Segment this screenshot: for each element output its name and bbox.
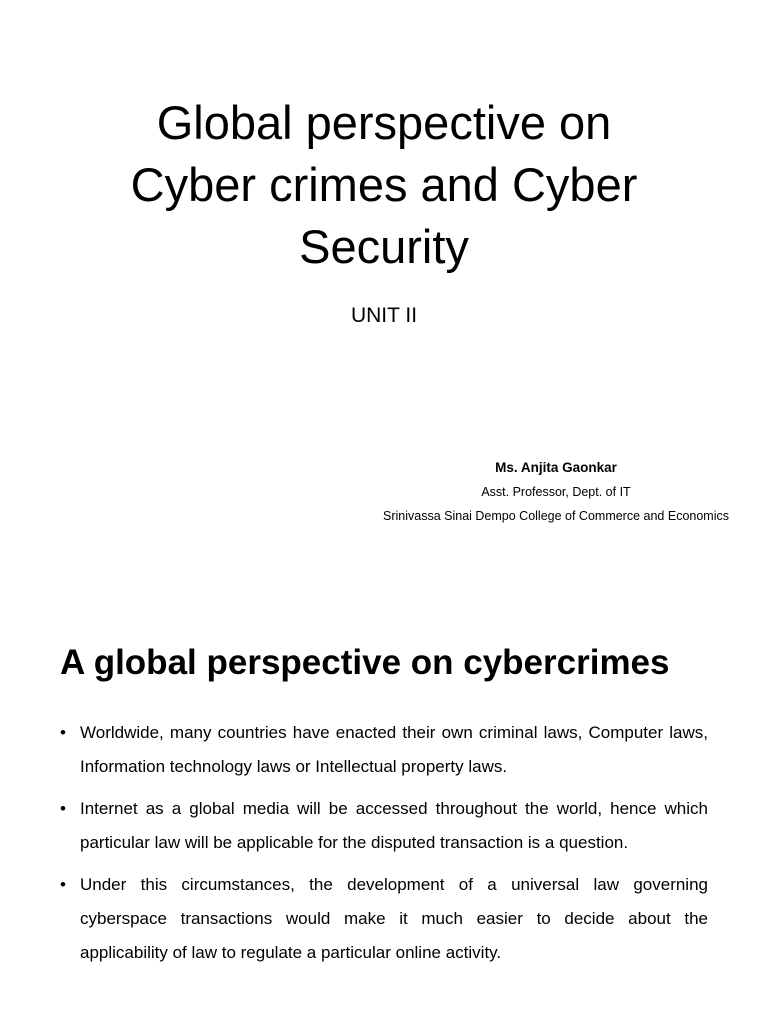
bullet-text: Worldwide, many countries have enacted their own criminal laws, Computer laws, Information technology laws or Intellectual property laws.: [80, 723, 708, 776]
bullet-list: [60, 716, 708, 978]
bullet-dot-icon: •: [60, 799, 66, 818]
author-designation: Asst. Professor, Dept. of IT: [481, 485, 631, 499]
author-institution: Srinivassa Sinai Dempo College of Commerce and Economics: [383, 509, 729, 523]
title-line-2: Cyber crimes and Cyber: [130, 158, 638, 211]
author-name: Ms. Anjita Gaonkar: [495, 460, 617, 475]
title-line-3: Security: [299, 220, 469, 273]
author-block: [360, 456, 752, 528]
bullet-text: Under this circumstances, the development of a universal law governing cyberspace transactions would make it much easier to decide about the applicability of law to regulate a particular online activity.: [80, 875, 708, 962]
bullet-item: [60, 716, 708, 784]
slide-title: A global perspective on cybercrimes: [60, 643, 670, 682]
bullet-dot-icon: •: [60, 723, 66, 742]
title-line-1: Global perspective on: [156, 96, 612, 149]
bullet-dot-icon: •: [60, 875, 66, 894]
bullet-text: Internet as a global media will be accessed throughout the world, hence which particular law will be applicable for the disputed transaction is a question.: [80, 799, 708, 852]
bullet-item: [60, 868, 708, 970]
presentation-title: [40, 92, 728, 278]
bullet-item: [60, 792, 708, 860]
unit-subtitle: UNIT II: [350, 304, 418, 327]
content-slide: [0, 588, 768, 1024]
